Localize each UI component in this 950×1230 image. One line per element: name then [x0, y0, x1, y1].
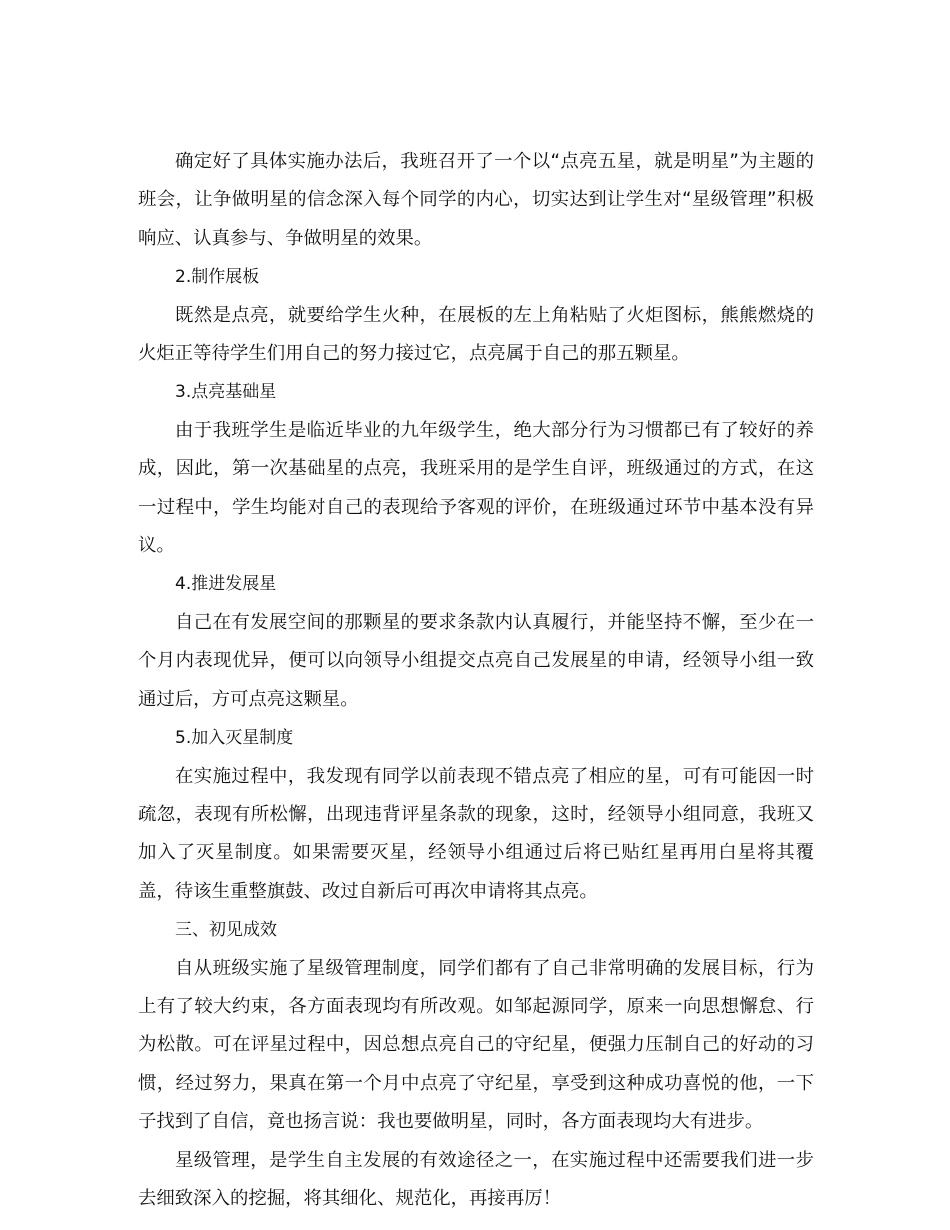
paragraph-class-meeting: 确定好了具体实施办法后，我班召开了一个以“点亮五星，就是明星”为主题的班会，让争做明星的信念深入每个同学的内心，切实达到让学生对“星级管理”积极响应、认真参与、争做明星的效果。 [138, 151, 814, 249]
document-body [138, 143, 814, 1218]
heading-advance-development-star: 4.推进发展星 [175, 574, 277, 595]
paragraph-student-example: 自从班级实施了星级管理制度，同学们都有了自己非常明确的发展目标，行为上有了较大约束，各方面表现均有所改观。如邹起源同学，原来一向思想懈怠、行为松散。可在评星过程中，因总想点亮自己的守纪星，便强力压制自己的好动的习惯，经过努力，果真在第一个月中点亮了守纪星，享受到这种成功喜悦的他，一下子找到了自信，竟也扬言说：我也要做明星，同时，各方面表现均大有进步。 [138, 957, 814, 1133]
paragraph-star-removal: 在实施过程中，我发现有同学以前表现不错点亮了相应的星，可有可能因一时疏忽，表现有所松懈，出现违背评星条款的现象，这时，经领导小组同意，我班又加入了灭星制度。如果需要灭星，经领导小组通过后将已贴红星再用白星将其覆盖，待该生重整旗鼓、改过自新后可再次申请将其点亮。 [138, 765, 814, 902]
paragraph-torch-icon: 既然是点亮，就要给学生火种，在展板的左上角粘贴了火炬图标，熊熊燃烧的火炬正等待学生们用自己的努力接过它，点亮属于自己的那五颗星。 [138, 304, 814, 365]
heading-initial-results: 三、初见成效 [175, 920, 277, 941]
paragraph-self-evaluation: 由于我班学生是临近毕业的九年级学生，绝大部分行为习惯都已有了较好的养成，因此，第一次基础星的点亮，我班采用的是学生自评，班级通过的方式，在这一过程中，学生均能对自己的表现给予客观的评价，在班级通过环节中基本没有异议。 [138, 419, 814, 557]
paragraph-conclusion: 星级管理，是学生自主发展的有效途径之一，在实施过程中还需要我们进一步去细致深入的挖掘，将其细化、规范化，再接再厉！ [138, 1149, 814, 1209]
heading-make-display-board: 2.制作展板 [175, 267, 260, 288]
paragraph-development-star-application: 自己在有发展空间的那颗星的要求条款内认真履行，并能坚持不懈，至少在一个月内表现优异，便可以向领导小组提交点亮自己发展星的申请，经领导小组一致通过后，方可点亮这颗星。 [138, 611, 814, 710]
heading-light-basic-star: 3.点亮基础星 [175, 382, 277, 403]
heading-star-removal-system: 5.加入灭星制度 [175, 728, 294, 749]
